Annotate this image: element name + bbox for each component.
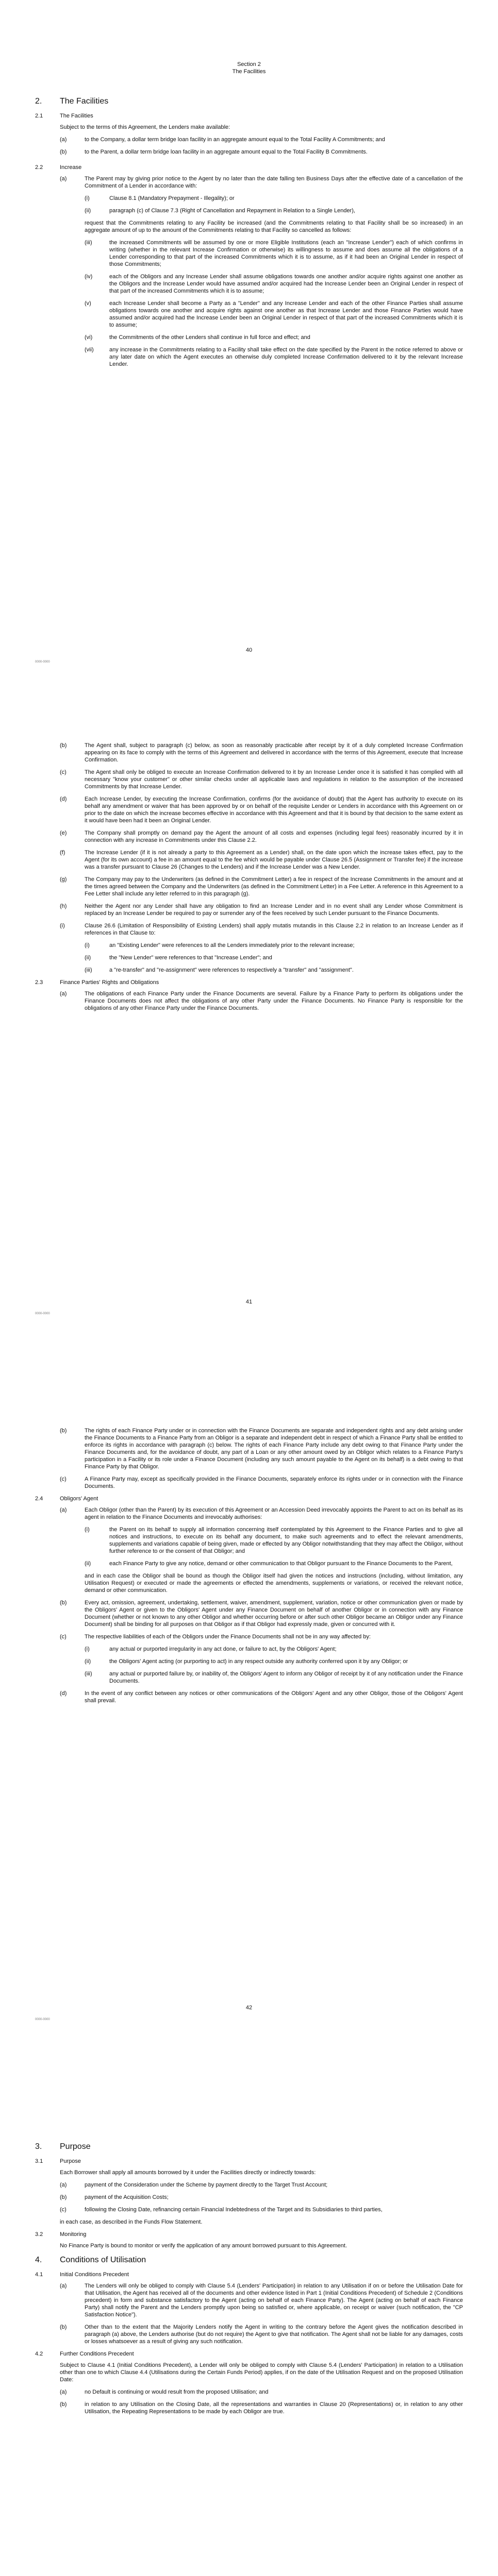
- list-item: [60, 2324, 463, 2345]
- page-number: 42: [245, 2005, 253, 2011]
- item-text: no Default is continuing or would result from the proposed Utilisation; and: [85, 2389, 269, 2395]
- item-text: The Lenders will only be obliged to comply with Clause 5.4 (Lenders' Participation) in relation to any Utilisation if on or before the Utilisation Date for that Utilisation, the Agent has received all of the documents and other evidence listed in Part 1 (Initial Conditions Precedent) of Schedule 2 (Conditions precedent) in form and substance satisfactory to the Agent (acting on behalf of each Finance Party). The Agent (acting on behalf of each Finance Party) shall notify the Parent and the Lenders promptly upon being so satisfied or, where applicable, on receipt or waiver (such notification, the "CP Satisfaction Notice").: [85, 2283, 463, 2318]
- item-text: The Agent shall only be obliged to execute an Increase Confirmation delivered to it by an Increase Lender once it is satisfied it has complied with all necessary "know your customer" or other similar checks under all applicable laws and regulations in relation to the assumption of the increased Commitments by that Increase Lender.: [85, 769, 463, 790]
- item-label: (i): [85, 1527, 90, 1533]
- item-text: The Company may pay to the Underwriters (as defined in the Commitment Letter) a fee in respect of the Increase Commitments in the amount and at the times agreed between the Company and the Underwriters (as defined in the Commitment Letter) in a Fee Letter. A reference in this Agreement to a Fee Letter shall include any letter referred to in this paragraph (g).: [85, 876, 463, 897]
- item-text: each Finance Party to give any notice, demand or other communication to that Obligor pursuant to the Finance Documents to the Parent,: [109, 1561, 453, 1567]
- heading-title: Monitoring: [60, 2231, 87, 2238]
- item-text: any increase in the Commitments relating to a Facility shall take effect on the date specified by the Parent in the notice referred to above or any later date on which the Agent executes an otherwise duly completed Increase Confirmation delivered to it by the relevant Increase Lender.: [109, 347, 463, 367]
- item-text: the Parent on its behalf to supply all information concerning itself contemplated by this Agreement to the Finance Parties and to give all notices and instructions, to execute on its behalf any document, to make such agreements and to effect the relevant amendments, supplements and variations capable of being given, made or effected by any Obligor notwithstanding that they may affect the Obligor, without further reference to or the consent of that Obligor; and: [109, 1527, 463, 1554]
- item-label: (a): [60, 137, 67, 143]
- heading-title: Finance Parties' Rights and Obligations: [60, 979, 159, 986]
- item-text: a "re-transfer" and "re-assignment" were references to respectively a "transfer" and "assignment".: [109, 967, 354, 973]
- page-43: [0, 2102, 498, 2576]
- list-item: [60, 2206, 463, 2213]
- list-item: [60, 990, 463, 1012]
- item-text: Other than to the extent that the Majority Lenders notify the Agent in writing to the contrary before the Agent gives the notification described in paragraph (a) above, the Lenders authorise (but do not require) the Agent to give that notification. The Agent shall not be liable for any damages, costs or losses whatsoever as a result of giving any such notification.: [85, 2324, 463, 2345]
- page-41: [0, 701, 498, 1401]
- list-item: [60, 829, 463, 844]
- heading-number: 2.: [35, 97, 42, 106]
- heading-title: Purpose: [60, 2158, 81, 2164]
- item-text: In the event of any conflict between any notices or other communications of the Obligors' Agent and any other Obligor, those of the Obligors' Agent shall prevail.: [85, 1690, 463, 1704]
- list-item: [60, 769, 463, 790]
- list-item: [60, 1599, 463, 1628]
- item-label: (c): [60, 1634, 67, 1640]
- heading-4-2: [35, 2350, 463, 2358]
- item-label: (ii): [85, 1658, 91, 1665]
- heading-number: 3.1: [35, 2158, 43, 2164]
- item-label: (d): [60, 1690, 67, 1697]
- heading-title: Further Conditions Precedent: [60, 2351, 134, 2357]
- sub-item: [85, 300, 463, 329]
- item-text: the increased Commitments will be assumed by one or more Eligible Institutions (each an "Increase Lender") each of which confirms in writing (whether in the relevant Increase Confirmation or otherwise) its willingness to assume and does assume all the obligations of a Lender corresponding to that part of the increased Commitments which it is to assume, as if it had been an Original Lender in respect of those Commitments;: [109, 240, 463, 267]
- list-item: [60, 175, 463, 190]
- item-text: the Obligors' Agent acting (or purporting to act) in any respect outside any authority conferred upon it by any Obligor; or: [109, 1658, 408, 1665]
- item-label: (h): [60, 903, 67, 909]
- sub-item: [85, 1526, 463, 1555]
- list-item: [60, 922, 463, 937]
- item-text: payment of the Acquisition Costs;: [85, 2194, 169, 2200]
- continuation-text: and in each case the Obligor shall be bound as though the Obligor itself had given the notices and instructions (including, without limitation, any Utilisation Request) or executed or made the agreements or effected the amendments, supplements or variations, or received the relevant notice, demand or other communication.: [85, 1573, 463, 1594]
- heading-number: 3.2: [35, 2231, 43, 2238]
- item-label: (ii): [85, 955, 91, 961]
- list-item: [60, 2194, 463, 2201]
- page-number: 41: [245, 1299, 253, 1305]
- sub-item: [85, 1560, 463, 1567]
- list-item: [60, 876, 463, 897]
- item-label: (i): [60, 923, 65, 929]
- sub-item: [85, 346, 463, 368]
- item-text: Neither the Agent nor any Lender shall have any obligation to find an Increase Lender and in no event shall any Lender whose Commitment is replaced by an Increase Lender be required to pay or surrender any of the fees received by such Lender pursuant to the Finance Documents.: [85, 903, 463, 917]
- sub-item: [85, 1658, 463, 1665]
- heading-number: 4.2: [35, 2351, 43, 2357]
- page-42: [0, 1401, 498, 2102]
- item-label: (e): [60, 830, 67, 836]
- section-header: [0, 61, 498, 75]
- continuation-text: in each case, as described in the Funds Flow Statement.: [60, 2219, 203, 2225]
- item-label: (b): [60, 1600, 67, 1606]
- list-item: [60, 795, 463, 824]
- item-text: Clause 8.1 (Mandatory Prepayment - Illegality); or: [109, 195, 235, 201]
- item-label: (c): [60, 769, 67, 775]
- heading-number: 2.2: [35, 164, 43, 171]
- item-text: The rights of each Finance Party under or in connection with the Finance Documents are separate and independent rights and any debt arising under the Finance Documents to a Finance Party from an Obligor is a separate and independent debt in respect of which a Finance Party shall be entitled to enforce its rights in accordance with paragraph (c) below. The rights of each Finance Party include any debt owing to that Finance Party under the Finance Documents and, for the avoidance of doubt, any part of a Loan or any other amount owed by an Obligor which relates to a Finance Party's participation in a Facility or its role under a Finance Document (including any such amount payable to the Agent on its behalf) is a debt owing to that Finance Party by that Obligor.: [85, 1428, 463, 1470]
- heading-2: [35, 98, 463, 105]
- section-number: Section 2: [237, 61, 261, 67]
- sub-item: [85, 967, 463, 974]
- paragraph: No Finance Party is bound to monitor or verify the application of any amount borrowed pursuant to this Agreement.: [60, 2243, 347, 2249]
- section-title: The Facilities: [232, 69, 266, 75]
- item-label: (a): [60, 991, 67, 997]
- sub-item: [85, 273, 463, 295]
- item-text: in relation to any Utilisation on the Closing Date, all the representations and warranties in Clause 20 (Representations) or, in relation to any other Utilisation, the Repeating Representations to be made by each Obligor are true.: [85, 2401, 463, 2415]
- paragraph: Subject to Clause 4.1 (Initial Conditions Precedent), a Lender will only be obliged to comply with Clause 5.4 (Lenders' Participation) in relation to a Utilisation other than one to which Clause 4.4 (Utilisations during the Certain Funds Period) applies, if on the date of the Utilisation Request and on the proposed Utilisation Date:: [60, 2362, 463, 2383]
- list-item: [60, 148, 463, 156]
- list-item: [60, 903, 463, 917]
- list-item: [60, 849, 463, 871]
- page-number: 40: [245, 647, 253, 653]
- heading-number: 3.: [35, 2142, 42, 2151]
- item-text: paragraph (c) of Clause 7.3 (Right of Cancellation and Repayment in Relation to a Single Lender),: [109, 208, 355, 214]
- item-label: (g): [60, 876, 67, 883]
- list-item: [60, 2401, 463, 2415]
- item-label: (i): [85, 1646, 90, 1652]
- item-text: Each Obligor (other than the Parent) by its execution of this Agreement or an Accession Deed irrevocably appoints the Parent to act on its behalf as its agent in relation to the Finance Documents and irrevocably authorises:: [85, 1507, 463, 1520]
- list-item: [60, 2388, 463, 2396]
- sub-item: [85, 239, 463, 268]
- item-label: (b): [60, 2324, 67, 2330]
- paragraph: Subject to the terms of this Agreement, the Lenders make available:: [60, 124, 230, 130]
- heading-title: The Facilities: [60, 97, 109, 106]
- item-text: The Agent shall, subject to paragraph (c) below, as soon as reasonably practicable after receipt by it of a duly completed Increase Confirmation appearing on its face to comply with the terms of this Agreement and delivered in accordance with the terms of this Agreement, execute that Increase Confirmation.: [85, 742, 463, 763]
- sub-item: [85, 195, 463, 202]
- page-40: [0, 0, 498, 701]
- heading-number: 4.1: [35, 2272, 43, 2278]
- item-label: (v): [85, 300, 91, 307]
- item-text: The obligations of each Finance Party under the Finance Documents are several. Failure by a Finance Party to perform its obligations under the Finance Documents does not affect the obligations of any other Party under the Finance Documents. No Finance Party is responsible for the obligations of any other Finance Party under the Finance Documents.: [85, 991, 463, 1011]
- item-text: The Increase Lender (if it is not already a party to this Agreement as a Lender) shall, on the date upon which the increase takes effect, pay to the Agent (for its own account) a fee in an amount equal to the fee which would be payable under Clause 26.5 (Assignment or Transfer fee) if the increase was a transfer pursuant to Clause 26 (Changes to the Lenders) and if the Increase Lender was a New Lender.: [85, 850, 463, 870]
- item-text: to the Parent, a dollar term bridge loan facility in an aggregate amount equal to the Total Facility B Commitments.: [85, 149, 368, 155]
- heading-number: 2.1: [35, 113, 43, 119]
- sub-item: [85, 207, 463, 214]
- item-text: The Company shall promptly on demand pay the Agent the amount of all costs and expenses (including legal fees) reasonably incurred by it in connection with any increase in Commitments under this Clause 2.2.: [85, 830, 463, 843]
- heading-2-2: [35, 164, 463, 171]
- item-label: (c): [60, 1476, 67, 1482]
- heading-title: Increase: [60, 164, 82, 171]
- item-label: (d): [60, 796, 67, 802]
- list-item: [60, 1506, 463, 1521]
- item-text: each Increase Lender shall become a Party as a "Lender" and any Increase Lender and each of the other Finance Parties shall assume obligations towards one another and acquire rights against one another as that Increase Lender and those Finance Parties would have assumed and/or acquired had the Increase Lender been an Original Lender in respect of that part of the increased Commitments which it is to assume;: [109, 300, 463, 328]
- item-label: (a): [60, 2389, 67, 2395]
- item-label: (a): [60, 2283, 67, 2289]
- heading-2-3: [35, 979, 463, 986]
- document-reference: 0000-0000: [35, 2018, 50, 2021]
- item-label: (i): [85, 195, 90, 201]
- heading-number: 2.3: [35, 979, 43, 986]
- page-content: [35, 742, 463, 1017]
- item-text: The respective liabilities of each of the Obligors under the Finance Documents shall not be in any way affected by:: [85, 1634, 371, 1640]
- heading-title: The Facilities: [60, 113, 93, 119]
- list-item: [60, 2282, 463, 2318]
- item-label: (c): [60, 2207, 67, 2213]
- item-label: (f): [60, 850, 65, 856]
- continuation-text: request that the Commitments relating to any Facility be increased (and the Commitments relating to that Facility shall be so increased) in an aggregate amount of up to the amount of the Commitments relating to that Facility so cancelled as follows:: [85, 220, 463, 233]
- item-text: A Finance Party may, except as specifically provided in the Finance Documents, separately enforce its rights under or in connection with the Finance Documents.: [85, 1476, 463, 1489]
- list-item: [60, 742, 463, 764]
- item-label: (a): [60, 2182, 67, 2188]
- item-label: (iii): [85, 967, 92, 973]
- item-text: the Commitments of the other Lenders shall continue in full force and effect; and: [109, 334, 310, 341]
- item-label: (i): [85, 942, 90, 948]
- item-text: payment of the Consideration under the Scheme by payment directly to the Target Trust Account;: [85, 2182, 328, 2188]
- item-label: (iii): [85, 1671, 92, 1677]
- sub-item: [85, 954, 463, 961]
- heading-number: 4.: [35, 2256, 42, 2264]
- item-label: (b): [60, 2401, 67, 2408]
- heading-3: [35, 2143, 463, 2150]
- heading-4-1: [35, 2271, 463, 2278]
- item-text: Every act, omission, agreement, undertaking, settlement, waiver, amendment, supplement, variation, notice or other communication given or made by the Obligors' Agent or given to the Obligors' Agent under any Finance Document on behalf of another Obligor or in connection with any Finance Document (whether or not known to any other Obligor and whether occurring before or after such other Obligor became an Obligor under any Finance Document) shall be binding for all purposes on that Obligor as if that Obligor had expressly made, given or concurred with it.: [85, 1600, 463, 1628]
- list-item: [60, 136, 463, 143]
- item-label: (a): [60, 1507, 67, 1513]
- item-text: any actual or purported failure by, or inability of, the Obligors' Agent to inform any Obligor of receipt by it of any notification under the Finance Documents.: [109, 1671, 463, 1684]
- page-content: [35, 98, 463, 373]
- heading-title: Initial Conditions Precedent: [60, 2272, 129, 2278]
- sub-item: [85, 334, 463, 341]
- item-label: (a): [60, 176, 67, 182]
- heading-2-4: [35, 1495, 463, 1502]
- document-reference: 0000-0000: [35, 1312, 50, 1315]
- item-label: (vii): [85, 347, 94, 353]
- item-label: (b): [60, 149, 67, 155]
- heading-title: Conditions of Utilisation: [60, 2256, 146, 2264]
- item-label: (iv): [85, 274, 93, 280]
- list-item: [60, 1476, 463, 1490]
- item-text: each of the Obligors and any Increase Lender shall assume obligations towards one another and/or acquire rights against one another as the Obligors and the Increase Lender would have assumed and/or acquired had the Increase Lender been an Original Lender in respect of that part of the increased Commitments which it is to assume;: [109, 274, 463, 294]
- item-label: (b): [60, 1428, 67, 1434]
- sub-item: [85, 1646, 463, 1653]
- paragraph: Each Borrower shall apply all amounts borrowed by it under the Facilities directly or indirectly towards:: [60, 2170, 316, 2176]
- heading-number: 2.4: [35, 1496, 43, 1502]
- item-text: any actual or purported irregularity in any act done, or failure to act, by the Obligors' Agent;: [109, 1646, 337, 1652]
- heading-4: [35, 2257, 463, 2264]
- heading-title: Purpose: [60, 2142, 91, 2151]
- heading-title: Obligors' Agent: [60, 1496, 98, 1502]
- list-item: [60, 1633, 463, 1640]
- item-text: following the Closing Date, refinancing certain Financial Indebtedness of the Target and its Subsidiaries to third parties,: [85, 2207, 383, 2213]
- item-text: the "New Lender" were references to that "Increase Lender"; and: [109, 955, 272, 961]
- item-text: Each Increase Lender, by executing the Increase Confirmation, confirms (for the avoidance of doubt) that the Agent has authority to execute on its behalf any amendment or waiver that has been approved by or on behalf of the requisite Lender or Lenders in accordance with this Agreement on or prior to the date on which the increase becomes effective in accordance with this Agreement and that it is bound by that decision to the same extent as it would have been had it been an Original Lender.: [85, 796, 463, 824]
- item-label: (ii): [85, 208, 91, 214]
- document-reference: 0000-0000: [35, 660, 50, 664]
- page-content: [35, 1427, 463, 1709]
- list-item: [60, 2181, 463, 2189]
- heading-2-1: [35, 112, 463, 120]
- item-text: Clause 26.6 (Limitation of Responsibility of Existing Lenders) shall apply mutatis mutandis in this Clause 2.2 in relation to an Increase Lender as if references in that Clause to:: [85, 923, 463, 936]
- page-content: [35, 2143, 463, 2420]
- item-text: The Parent may by giving prior notice to the Agent by no later than the date falling ten Business Days after the effective date of a cancellation of the Commitment of a Lender in accordance with:: [85, 176, 463, 189]
- heading-3-2: [35, 2231, 463, 2238]
- item-label: (b): [60, 2194, 67, 2200]
- sub-item: [85, 942, 463, 949]
- item-text: to the Company, a dollar term bridge loan facility in an aggregate amount equal to the Total Facility A Commitments; and: [85, 137, 385, 143]
- list-item: [60, 1427, 463, 1470]
- heading-3-1: [35, 2158, 463, 2165]
- item-label: (b): [60, 742, 67, 749]
- item-text: an "Existing Lender" were references to all the Lenders immediately prior to the relevant increase;: [109, 942, 355, 948]
- item-label: (iii): [85, 240, 92, 246]
- item-label: (vi): [85, 334, 93, 341]
- item-label: (ii): [85, 1561, 91, 1567]
- list-item: [60, 1690, 463, 1704]
- sub-item: [85, 1670, 463, 1685]
